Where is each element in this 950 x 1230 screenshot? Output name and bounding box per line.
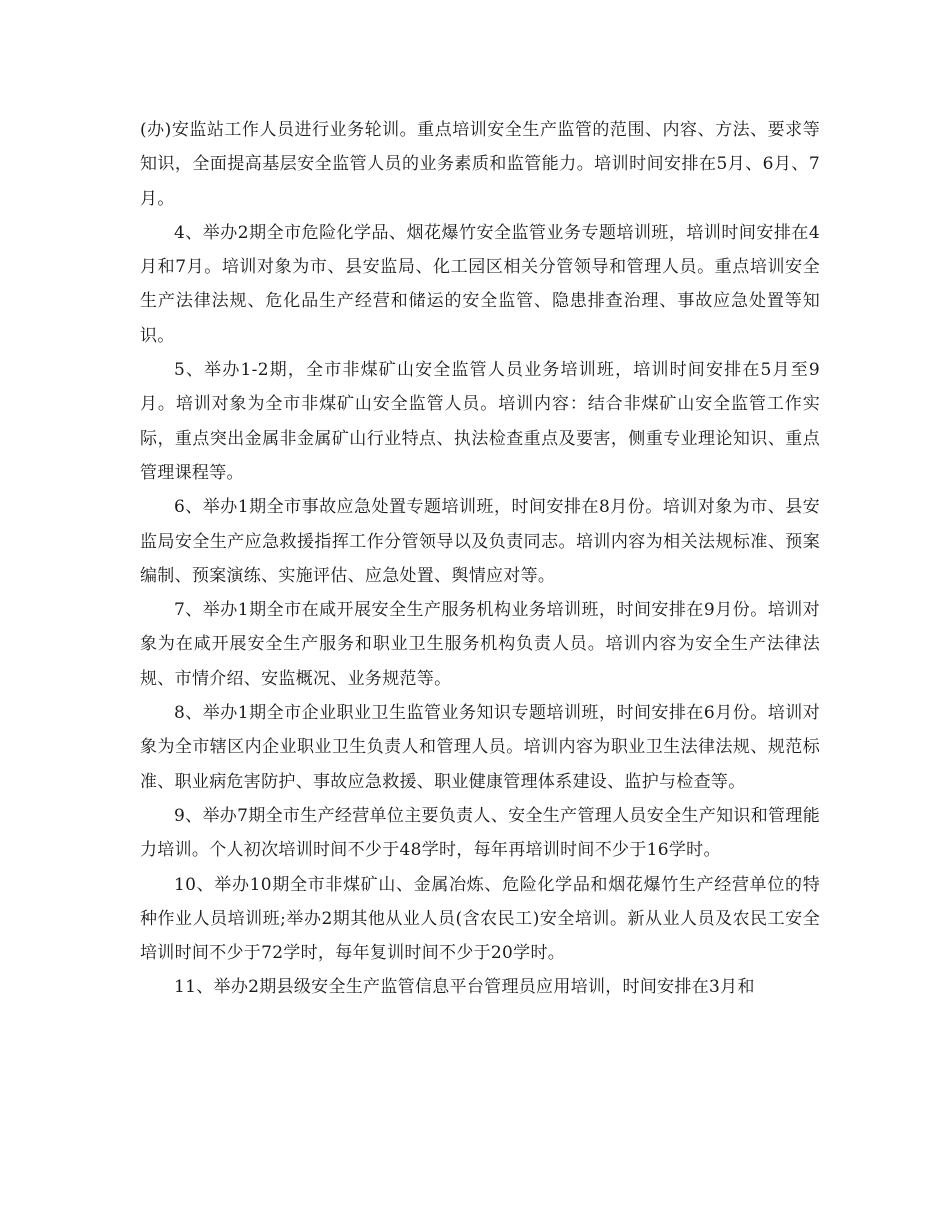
paragraph-item-10: 10、举办10期全市非煤矿山、金属冶炼、危险化学品和烟花爆竹生产经营单位的特种作业人员培训班;举办2期其他从业人员(含农民工)安全培训。新从业人员及农民工安全培训时间不少于72学时，每年复训时间不少于20学时。 <box>140 874 820 964</box>
paragraph-item-6: 6、举办1期全市事故应急处置专题培训班，时间安排在8月份。培训对象为市、县安监局安全生产应急救援指挥工作分管领导以及负责同志。培训内容为相关法规标准、预案编制、预案演练、实施评估、应急处置、舆情应对等。 <box>140 497 820 586</box>
paragraph-continuation: (办)安监站工作人员进行业务轮训。重点培训安全生产监管的范围、内容、方法、要求等知识，全面提高基层安全监管人员的业务素质和监管能力。培训时间安排在5月、6月、7月。 <box>140 120 820 209</box>
paragraph-item-8: 8、举办1期全市企业职业卫生监管业务知识专题培训班，时间安排在6月份。培训对象为全市辖区内企业职业卫生负责人和管理人员。培训内容为职业卫生法律法规、规范标准、职业病危害防护、事故应急救援、职业健康管理体系建设、监护与检查等。 <box>140 703 820 792</box>
document-body <box>140 113 820 1005</box>
paragraph-item-9: 9、举办7期全市生产经营单位主要负责人、安全生产管理人员安全生产知识和管理能力培训。个人初次培训时间不少于48学时，每年再培训时间不少于16学时。 <box>140 805 820 861</box>
paragraph-item-4: 4、举办2期全市危险化学品、烟花爆竹安全监管业务专题培训班，培训时间安排在4月和7月。培训对象为市、县安监局、化工园区相关分管领导和管理人员。重点培训安全生产法律法规、危化品生产经营和储运的安全监管、隐患排查治理、事故应急处置等知识。 <box>140 222 820 346</box>
paragraph-item-5: 5、举办1-2期，全市非煤矿山安全监管人员业务培训班，培训时间安排在5月至9月。培训对象为全市非煤矿山安全监管人员。培训内容：结合非煤矿山安全监管工作实际，重点突出金属非金属矿山行业特点、执法检查重点及要害，侧重专业理论知识、重点管理课程等。 <box>140 360 820 483</box>
paragraph-item-11: 11、举办2期县级安全生产监管信息平台管理员应用培训，时间安排在3月和 <box>174 977 755 998</box>
paragraph-item-7: 7、举办1期全市在咸开展安全生产服务机构业务培训班，时间安排在9月份。培训对象为在咸开展安全生产服务和职业卫生服务机构负责人员。培训内容为安全生产法律法规、市情介绍、安监概况、业务规范等。 <box>140 600 820 689</box>
